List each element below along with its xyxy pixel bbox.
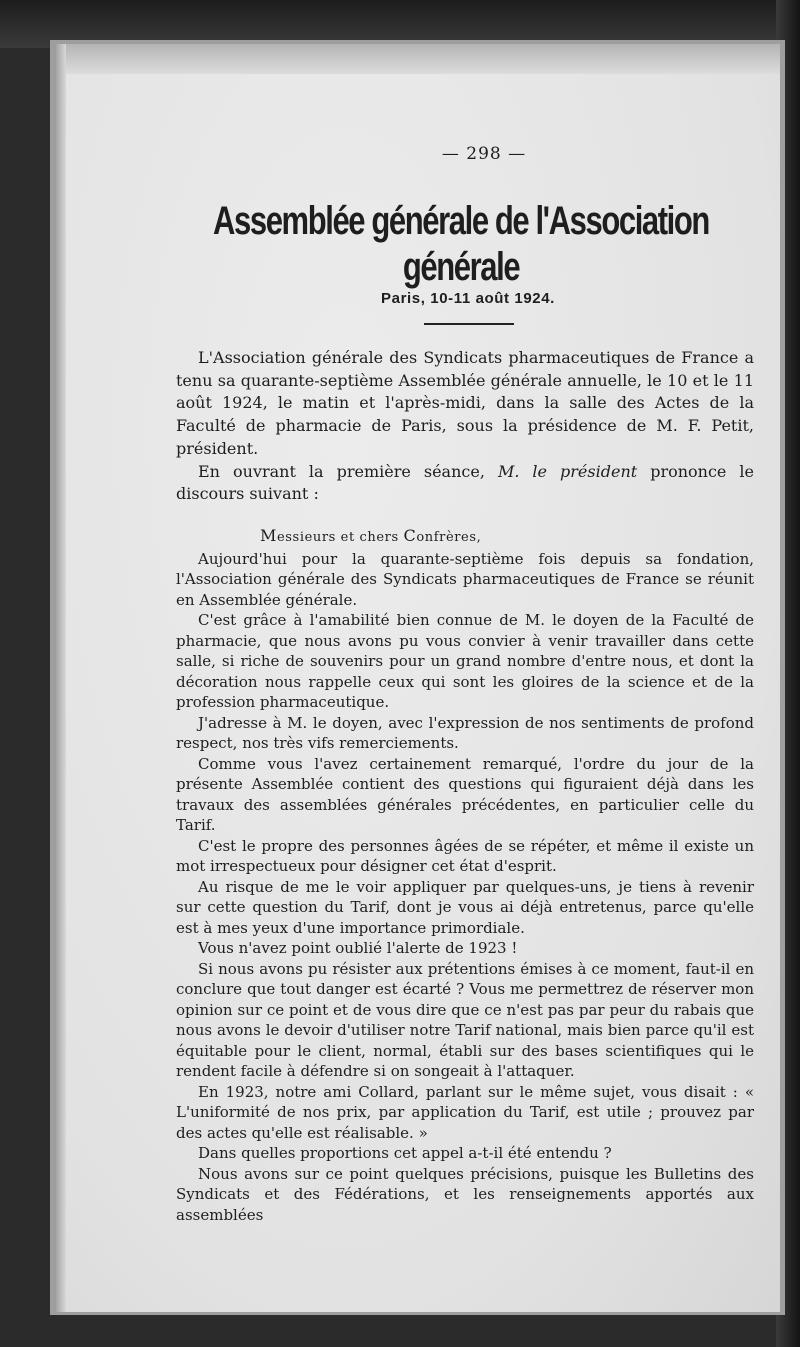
speech-paragraph: J'adresse à M. le doyen, avec l'expression de nos sentiments de profond respect, nos très vifs remerciements. <box>176 713 754 753</box>
speaker-name: M. le président <box>497 461 638 481</box>
intro-paragraph: L'Association générale des Syndicats pharmaceutiques de France a tenu sa quarante-septième Assemblée générale annuelle, le 10 et le 11 août 1924, le matin et l'après-midi, dans la salle des Actes de la Faculté de pharmacie de Paris, sous la présidence de M. F. Petit, président. <box>176 348 754 458</box>
speech-paragraph: Si nous avons pu résister aux prétentions émises à ce moment, faut-il en conclure que tout danger est écarté ? Vous me permettrez de réserver mon opinion sur ce point et de vous dire que ce n'est pas par peur du rabais que nous avons le devoir d'utiliser notre Tarif national, mais bien parce qu'il est équitable pour le client, normal, établi sur des bases scientifiques qui le rendent facile à défendre si on songeait à l'attaquer. <box>176 959 754 1081</box>
opening-text-end: prononce le discours suivant : <box>176 461 754 504</box>
document-page <box>56 44 780 1312</box>
speech-paragraph: Aujourd'hui pour la quarante-septième fois depuis sa fondation, l'Association générale des Syndicats pharmaceutiques de France se réunit en Assemblée générale. <box>176 549 754 609</box>
speech-paragraph: Comme vous l'avez certainement remarqué, l'ordre du jour de la présente Assemblée contient des questions qui figuraient déjà dans les travaux des assemblées générales précédentes, en particulier celle du Tarif. <box>176 754 754 835</box>
page-top-band <box>56 44 780 74</box>
page-subtitle: Paris, 10-11 août 1924. <box>381 290 555 307</box>
salutation-word: onfrères, <box>416 529 482 545</box>
salutation-word: essieurs et chers <box>276 529 404 545</box>
speech-paragraph: C'est grâce à l'amabilité bien connue de M. le doyen de la Faculté de pharmacie, que nous avons pu vous convier à venir travailler dans cette salle, si riche de souvenirs pour un grand nombre d'entre nous, et dont la décoration nous rappelle ceux qui sont les gloires de la science et de la profession pharmaceutique. <box>176 611 754 712</box>
speech-paragraph: C'est le propre des personnes âgées de se répéter, et même il existe un mot irrespectueux pour désigner cet état d'esprit. <box>176 836 754 876</box>
page-title: Assemblée générale de l'Association générale <box>213 198 709 289</box>
title-rule <box>424 323 514 325</box>
page-number: — 298 — <box>441 144 527 164</box>
speech-paragraph: Dans quelles proportions cet appel a-t-il été entendu ? <box>198 1144 612 1163</box>
speech-paragraph: Vous n'avez point oublié l'alerte de 1923 ! <box>198 939 518 958</box>
speech-paragraph: Au risque de me le voir appliquer par quelques-uns, je tiens à revenir sur cette question du Tarif, dont je vous ai déjà entretenus, parce qu'elle est à mes yeux d'une importance primordiale. <box>176 877 754 937</box>
opening-paragraph <box>176 461 754 506</box>
speech-paragraph: Nous avons sur ce point quelques précisions, puisque les Bulletins des Syndicats et des Fédérations, et les renseignements apportés aux assemblées <box>176 1164 754 1224</box>
salutation-cap: C <box>403 525 417 545</box>
salutation <box>260 526 754 545</box>
speech-paragraph: En 1923, notre ami Collard, parlant sur le même sujet, vous disait : « L'uniformité de nos prix, par application du Tarif, est utile ; prouvez par des actes qu'elle est réalisable. » <box>176 1082 754 1142</box>
opening-text: En ouvrant la première séance, <box>198 461 498 481</box>
page-content <box>176 144 754 1225</box>
page-binding-edge <box>56 44 66 1312</box>
salutation-cap: M <box>260 525 277 545</box>
speech-section <box>176 549 754 1226</box>
intro-section <box>176 347 754 506</box>
